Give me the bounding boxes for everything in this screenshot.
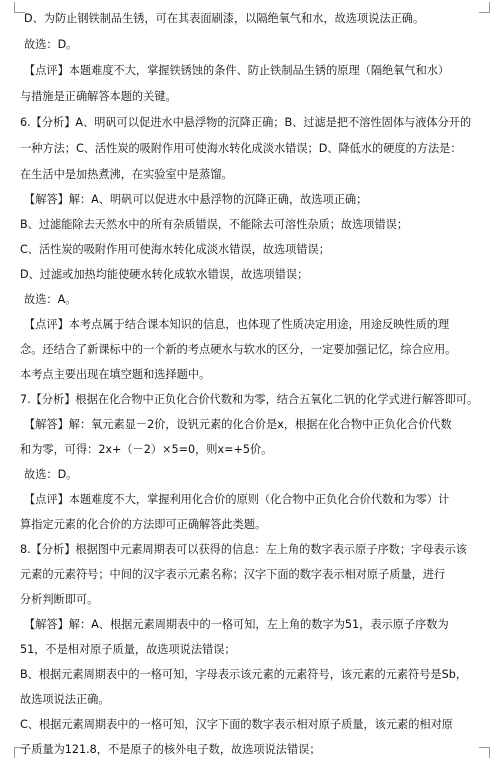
text-line: D、为防止钢铁制品生锈，可在其表面刷漆，以隔绝氧气和水，故选项说法正确。 xyxy=(24,12,425,25)
text-line: 子质量为121.8，不是原子的核外电子数，故选项说法错误； xyxy=(20,743,321,756)
text-line: 算指定元素的化合价的方法即可正确解答此类题。 xyxy=(20,518,267,531)
text-line: 故选：D。 xyxy=(24,468,78,481)
text-line: 与措施是正确解答本题的关键。 xyxy=(20,90,177,103)
text-line: 6.【分析】A、明矾可以促进水中悬浮物的沉降正确；B、过滤是把不溶性固体与液体分开的 xyxy=(20,116,472,129)
text-line: 故选：A。 xyxy=(24,293,77,306)
text-line: 故选项说法正确。 xyxy=(20,693,110,706)
text-line: 分析判断即可。 xyxy=(20,593,99,606)
text-line: D、过滤或加热均能使硬水转化成软水错误，故选项错误； xyxy=(20,268,309,281)
text-line: 一种方法；C、活性炭的吸附作用可使海水转化成淡水错误；D、降低水的硬度的方法是： xyxy=(20,142,462,155)
text-line: 【解答】解：A、根据元素周期表中的一格可知，左上角的数字为51，表示原子序数为 xyxy=(24,618,449,631)
text-line: 【解答】解：A、明矾可以促进水中悬浮物的沉降正确，故选项正确； xyxy=(24,193,368,206)
text-line: B、过滤能除去天然水中的所有杂质错误，不能除去可溶性杂质；故选项错误； xyxy=(20,218,409,231)
text-line: 故选：D。 xyxy=(24,38,78,51)
text-line: C、根据元素周期表中的一格可知，汉字下面的数字表示相对原子质量，该元素的相对原 xyxy=(20,718,453,731)
text-line: 【解答】解：氧元素显－2价，设钒元素的化合价是x，根据在化合物中正负化合价代数 xyxy=(24,418,452,431)
text-line: 【点评】本题难度不大，掌握铁锈蚀的条件、防止铁制品生锈的原理（隔绝氧气和水） xyxy=(24,64,450,77)
text-line: C、活性炭的吸附作用可使海水转化成淡水错误，故选项错误； xyxy=(20,243,330,256)
text-line: 7.【分析】根据在化合物中正负化合价代数和为零，结合五氧化二钒的化学式进行解答即可。 xyxy=(20,393,479,406)
text-line: B、根据元素周期表中的一格可知，字母表示该元素的元素符号，该元素的元素符号是Sb， xyxy=(20,668,468,681)
text-line: 念。还结合了新课标中的一个新的考点硬水与软水的区分，一定要加强记忆，综合应用。 xyxy=(20,343,457,356)
text-line: 【点评】本考点属于结合课本知识的信息，也体现了性质决定用途，用途反映性质的理 xyxy=(24,318,450,331)
text-line: 【点评】本题难度不大，掌握利用化合价的原则（化合物中正负化合价代数和为零）计 xyxy=(24,493,450,506)
text-line: 本考点主要出现在填空题和选择题中。 xyxy=(20,368,211,381)
text-line: 51，不是相对原子质量，故选项说法错误； xyxy=(20,643,236,656)
text-line: 元素的元素符号；中间的汉字表示元素名称；汉字下面的数字表示相对原子质量，进行 xyxy=(20,568,446,581)
text-line: 8.【分析】根据图中元素周期表可以获得的信息：左上角的数字表示原子序数；字母表示该 xyxy=(20,543,467,556)
text-line: 在生活中是加热煮沸，在实验室中是蒸馏。 xyxy=(20,168,233,181)
text-line: 和为零，可得：2x+（－2）×5=0，则x=+5价。 xyxy=(20,443,273,456)
